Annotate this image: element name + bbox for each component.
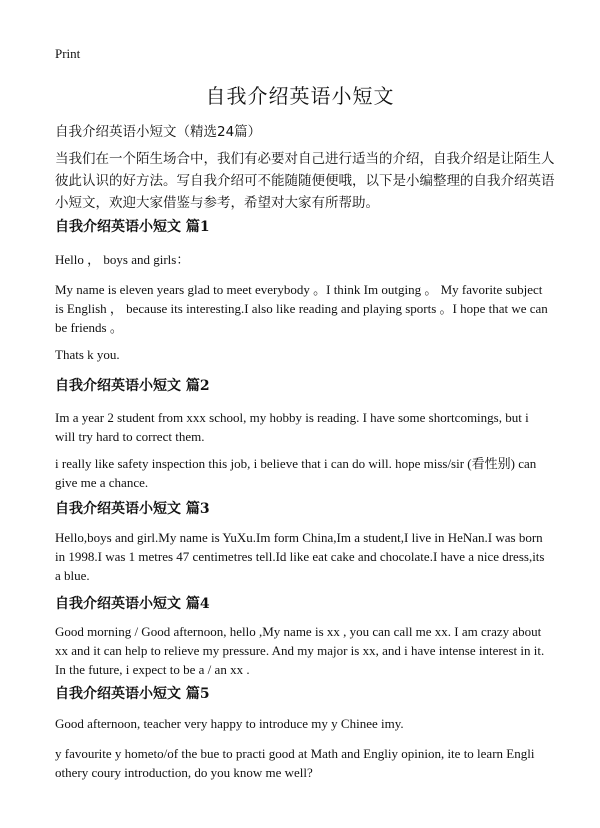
section-1-paragraph-2: My name is eleven years glad to meet everybody 。I think Im outging 。 My favorite subject is English ， because its interesting.I also like reading and playing sports 。I hope that we can be friends 。 xyxy=(55,282,548,335)
section-4-paragraph-1: Good morning / Good afternoon, hello ,My name is xx , you can call me xx. I am crazy about xx and it can help to relieve my pressure. And my major is xx, and i have intense interest in it. In the future, i expect to be a / an xx . xyxy=(55,624,545,677)
section-3-paragraph-1: Hello,boys and girl.My name is YuXu.Im form China,Im a student,I live in HeNan.I was born in 1998.I was 1 metres 47 centimetres tell.Id like eat cake and chocolate.I have a nice dress,its a blue. xyxy=(55,530,545,583)
intro-paragraph: 当我们在一个陌生场合中，我们有必要对自己进行适当的介绍，自我介绍是让陌生人彼此认识的好方法。写自我介绍可不能随随便便哦，以下是小编整理的自我介绍英语小短文，欢迎大家借鉴与参考，希望对大家有所帮助。 xyxy=(55,151,555,211)
section-5-paragraph-2: y favourite y hometo/of the bue to practi good at Math and Engliy opinion, ite to learn Engli othery coury introduction, do you know me well? xyxy=(55,746,535,780)
section-2-paragraph-1: Im a year 2 student from xxx school, my hobby is reading. I have some shortcomings, but i will try hard to correct them. xyxy=(55,410,529,444)
print-label[interactable]: Print xyxy=(55,46,81,61)
section-1-paragraph-1: Hello ， boys and girls： xyxy=(55,252,190,267)
section-heading-4: 自我介绍英语小短文 篇4 xyxy=(55,596,210,612)
section-1-paragraph-3: Thats k you. xyxy=(55,347,120,362)
section-heading-5: 自我介绍英语小短文 篇5 xyxy=(55,686,210,702)
section-2-paragraph-2: i really like safety inspection this job, i believe that i can do will. hope miss/sir (看性别) can give me a chance. xyxy=(55,456,537,490)
document-title: 自我介绍英语小短文 xyxy=(205,84,395,108)
section-5-paragraph-1: Good afternoon, teacher very happy to introduce my y Chinee imy. xyxy=(55,716,404,731)
section-heading-1: 自我介绍英语小短文 篇1 xyxy=(55,219,210,235)
document-subtitle: 自我介绍英语小短文（精选24篇） xyxy=(55,124,262,140)
section-heading-2: 自我介绍英语小短文 篇2 xyxy=(55,378,210,394)
section-heading-3: 自我介绍英语小短文 篇3 xyxy=(55,501,210,517)
